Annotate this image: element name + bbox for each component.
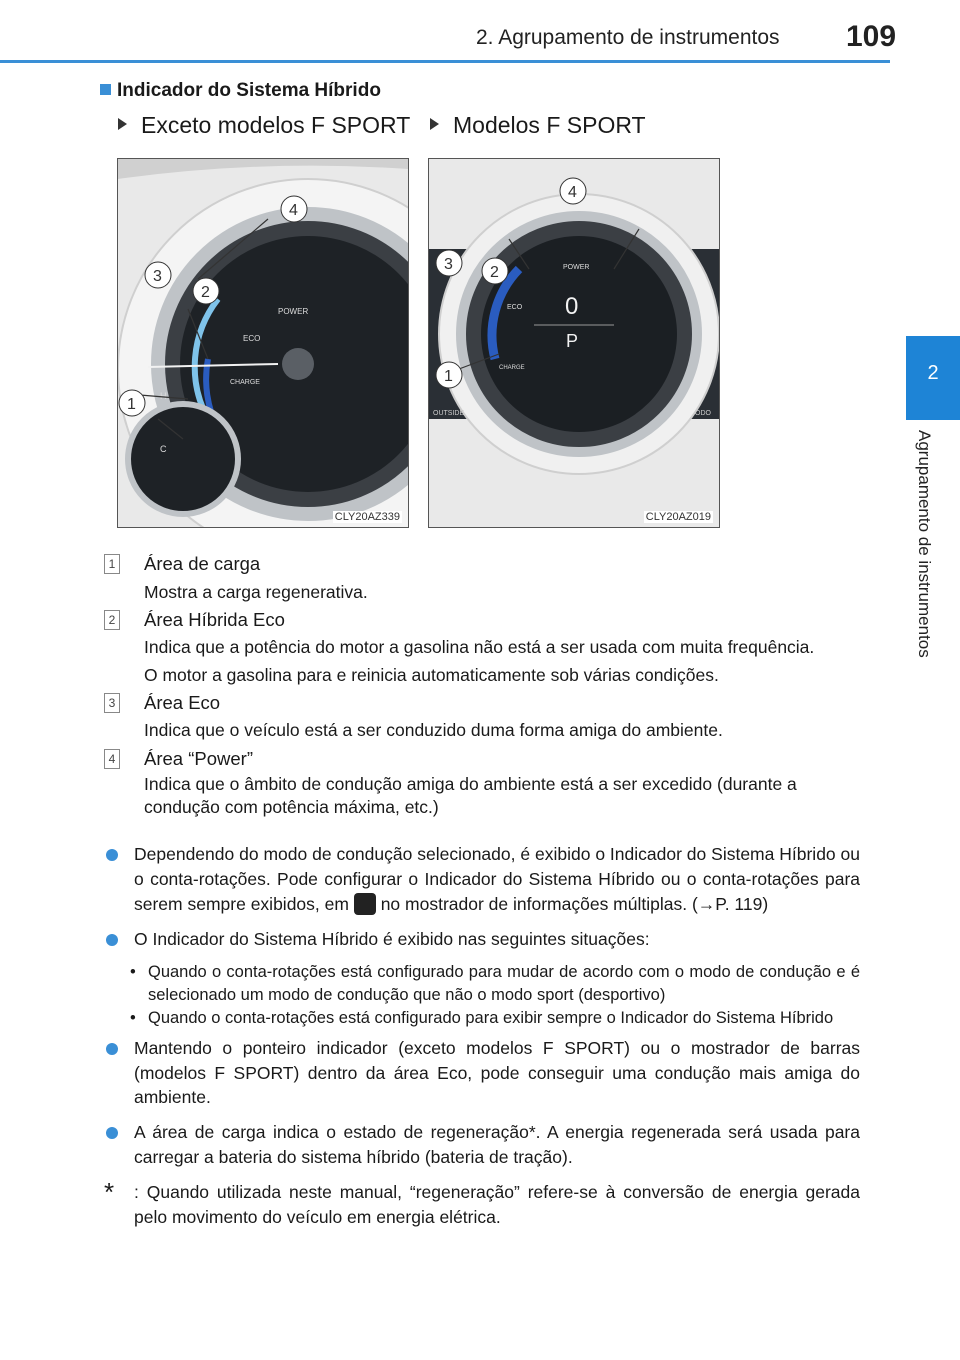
note-subitem: • Quando o conta-rotações está configurado para exibir sempre o Indicador do Sistema Híbrido <box>130 1008 834 1027</box>
callout-4: 4 <box>289 202 298 219</box>
page-number: 109 <box>846 20 897 53</box>
callout-4: 4 <box>568 184 577 201</box>
triangle-bullet-icon <box>118 118 127 130</box>
figure-heading-fsport: Modelos F SPORT <box>430 112 646 139</box>
legend-item <box>104 606 864 689</box>
legend-desc: Indica que o âmbito de condução amiga do ambiente está a ser excedido (durante a condução com potência máxima, etc.) <box>144 774 797 817</box>
bullet-dot-icon <box>106 849 118 861</box>
footnote-text: : Quando utilizada neste manual, “regeneração” refere-se à conversão de energia gerada pelo movimento do veículo em energia elétrica. <box>134 1181 860 1227</box>
section-heading-text: Indicador do Sistema Híbrido <box>117 80 381 101</box>
gauge-h-label: H <box>160 391 167 401</box>
bullet-dot-icon <box>106 934 118 946</box>
legend-number: 3 <box>104 693 120 713</box>
callout-2: 2 <box>490 264 499 281</box>
legend-title: Área de carga <box>144 553 261 574</box>
legend-number: 2 <box>104 610 120 630</box>
gauge-charge-label: CHARGE <box>499 365 525 371</box>
bullet-dot-icon <box>106 1043 118 1055</box>
gauge-c-label: C <box>160 444 167 454</box>
callout-legend <box>104 550 864 819</box>
note-item: O Indicador do Sistema Híbrido é exibido nas seguintes situações: <box>104 927 860 952</box>
image-code: CLY20AZ019 <box>645 511 711 523</box>
legend-number: 4 <box>104 749 120 769</box>
bullet-dot-icon <box>106 1127 118 1139</box>
gauge-power-label: POWER <box>563 264 590 271</box>
legend-item <box>104 689 864 745</box>
standard-gauge-illustration <box>118 159 408 527</box>
running-header: 2. Agrupamento de instrumentos <box>476 26 780 49</box>
footnote <box>104 1176 860 1230</box>
section-square-icon <box>100 84 111 95</box>
callout-1: 1 <box>127 396 136 413</box>
fsport-gauge-illustration <box>429 159 719 527</box>
section-heading <box>100 80 381 102</box>
figure-heading-standard: Exceto modelos F SPORT <box>118 112 410 139</box>
chapter-tab[interactable] <box>906 336 960 420</box>
legend-desc: Indica que o veículo está a ser conduzido duma forma amiga do ambiente. <box>144 720 723 741</box>
legend-title: Área Híbrida Eco <box>144 608 285 630</box>
gauge-power-label: POWER <box>278 307 309 316</box>
callout-3: 3 <box>153 268 162 285</box>
legend-item <box>104 550 864 606</box>
note-item: Dependendo do modo de condução selecionado, é exibido o Indicador do Sistema Híbrido ou o conta-rotações. Pode configurar o Indicador do Sistema Híbrido ou o conta-rotações para serem sempre exibidos, em no mostrador de informações múltiplas. (→P. 119) <box>104 842 860 917</box>
legend-desc: O motor a gasolina para e reinicia automaticamente sob várias condições. <box>144 664 719 685</box>
legend-title: Área “Power” <box>144 747 253 769</box>
figure-standard-gauge <box>117 158 409 528</box>
legend-number: 1 <box>104 554 120 574</box>
note-item: A área de carga indica o estado de regeneração*. A energia regenerada será usada para carregar a bateria do sistema híbrido (bateria de tração). <box>104 1120 860 1170</box>
note-item: Mantendo o ponteiro indicador (exceto modelos F SPORT) ou o mostrador de barras (modelos F SPORT) dentro da área Eco, pode conseguir uma condução mais amiga do ambiente. <box>104 1036 860 1111</box>
callout-1: 1 <box>444 368 453 385</box>
legend-title: Área Eco <box>144 691 221 713</box>
legend-desc: Mostra a carga regenerativa. <box>144 581 368 602</box>
note-subitem: • Quando o conta-rotações está configurado para mudar de acordo com o modo de condução e é selecionado um modo de condução que não o modo sport (desportivo) <box>130 963 860 1005</box>
image-code: CLY20AZ339 <box>334 511 400 523</box>
triangle-bullet-icon <box>430 118 439 130</box>
settings-gear-icon <box>354 893 376 915</box>
chapter-tab-number: 2 <box>927 362 939 384</box>
gauge-charge-label: CHARGE <box>230 379 260 386</box>
gauge-odo-label: ODO <box>695 410 711 417</box>
gauge-outside-label: OUTSIDE <box>433 410 465 417</box>
gauge-eco-label: ECO <box>243 334 261 343</box>
header-rule <box>0 60 890 63</box>
chapter-side-label: Agrupamento de instrumentos <box>915 430 934 658</box>
gauge-speed-readout: 0 <box>565 293 579 320</box>
gauge-eco-label: ECO <box>507 304 523 311</box>
figure-fsport-gauge <box>428 158 720 528</box>
notes <box>104 842 860 1230</box>
legend-desc: Indica que a potência do motor a gasolina não está a ser usada com muita frequência. <box>144 637 815 658</box>
callout-3: 3 <box>444 256 453 273</box>
legend-item <box>104 745 864 819</box>
gauge-gear-readout: P <box>566 331 579 351</box>
footnote-marker: * <box>104 1176 115 1207</box>
callout-2: 2 <box>201 284 210 301</box>
